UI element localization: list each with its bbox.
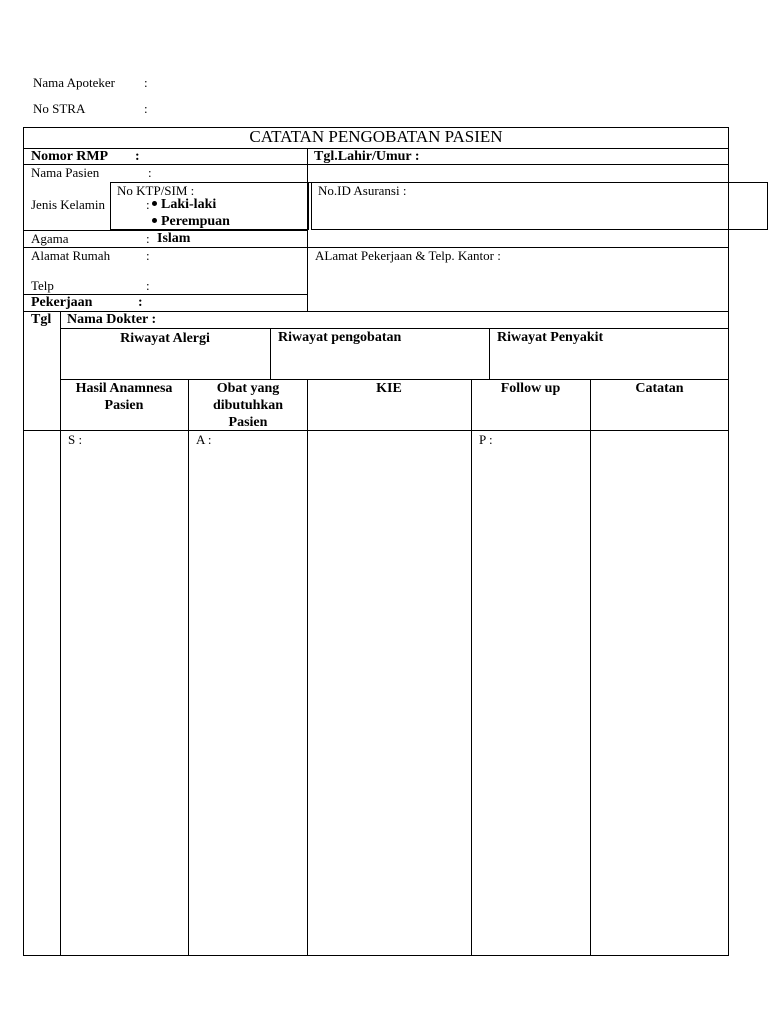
- bullet-icon: [152, 218, 157, 223]
- riwayat-pengobatan-label: Riwayat pengobatan: [278, 330, 402, 345]
- telp-colon: :: [146, 278, 150, 293]
- col-follow-up-header: Follow up: [500, 381, 561, 396]
- divider-pengobatan: [489, 328, 490, 379]
- tgl-lahir-label: Tgl.Lahir/Umur :: [314, 149, 420, 164]
- nomor-rmp-colon: :: [135, 149, 140, 164]
- rule-dokter: [60, 328, 729, 329]
- divider-follow-up: [590, 379, 591, 956]
- no-id-asuransi-label: No.ID Asuransi :: [318, 183, 407, 198]
- divider-tgl: [60, 311, 61, 956]
- riwayat-penyakit-label: Riwayat Penyakit: [497, 330, 604, 345]
- rule-columns: [23, 430, 729, 431]
- nama-pasien-label: Nama Pasien: [31, 165, 100, 180]
- divider-kie: [471, 379, 472, 956]
- alamat-pekerjaan-label: ALamat Pekerjaan & Telp. Kantor :: [315, 248, 501, 263]
- col-anamnesa-header: Hasil Anamnesa Pasien: [75, 381, 173, 413]
- p-label: P :: [479, 432, 493, 447]
- nama-pasien-colon: :: [148, 165, 152, 180]
- divider-anamnesa: [188, 379, 189, 956]
- nomor-rmp-label: Nomor RMP: [31, 149, 109, 164]
- telp-label: Telp: [31, 278, 54, 293]
- jenis-kelamin-colon: :: [146, 197, 150, 212]
- nama-dokter-label: Nama Dokter :: [67, 312, 157, 327]
- form-title: CATATAN PENGOBATAN PASIEN: [249, 127, 503, 146]
- apoteker-colon: :: [144, 75, 148, 90]
- gender-option-male: Laki-laki: [152, 197, 216, 212]
- pekerjaan-colon: :: [138, 295, 143, 310]
- divider-alergi: [270, 328, 271, 379]
- riwayat-alergi-label: Riwayat Alergi: [120, 331, 210, 346]
- alamat-rumah-colon: :: [146, 248, 150, 263]
- tgl-label: Tgl: [31, 312, 52, 327]
- alamat-rumah-label: Alamat Rumah: [31, 248, 111, 263]
- col-kie-header: KIE: [376, 381, 402, 396]
- no-ktp-label: No KTP/SIM :: [117, 183, 195, 198]
- gender-option-female: Perempuan: [152, 214, 230, 229]
- col-obat-header: Obat yang dibutuhkan Pasien: [212, 381, 284, 430]
- stra-colon: :: [144, 101, 148, 116]
- agama-colon: :: [146, 231, 150, 246]
- stra-label: No STRA: [33, 101, 86, 116]
- divider-obat: [307, 379, 308, 956]
- a-label: A :: [196, 432, 212, 447]
- s-label: S :: [68, 432, 83, 447]
- pekerjaan-label: Pekerjaan: [31, 295, 93, 310]
- agama-value: Islam: [157, 231, 191, 246]
- rule-rmp: [23, 164, 729, 165]
- jenis-kelamin-label: Jenis Kelamin: [31, 197, 106, 212]
- bullet-icon: [152, 201, 157, 206]
- agama-label: Agama: [31, 231, 69, 246]
- apoteker-label: Nama Apoteker: [33, 75, 115, 90]
- col-catatan-header: Catatan: [635, 381, 684, 396]
